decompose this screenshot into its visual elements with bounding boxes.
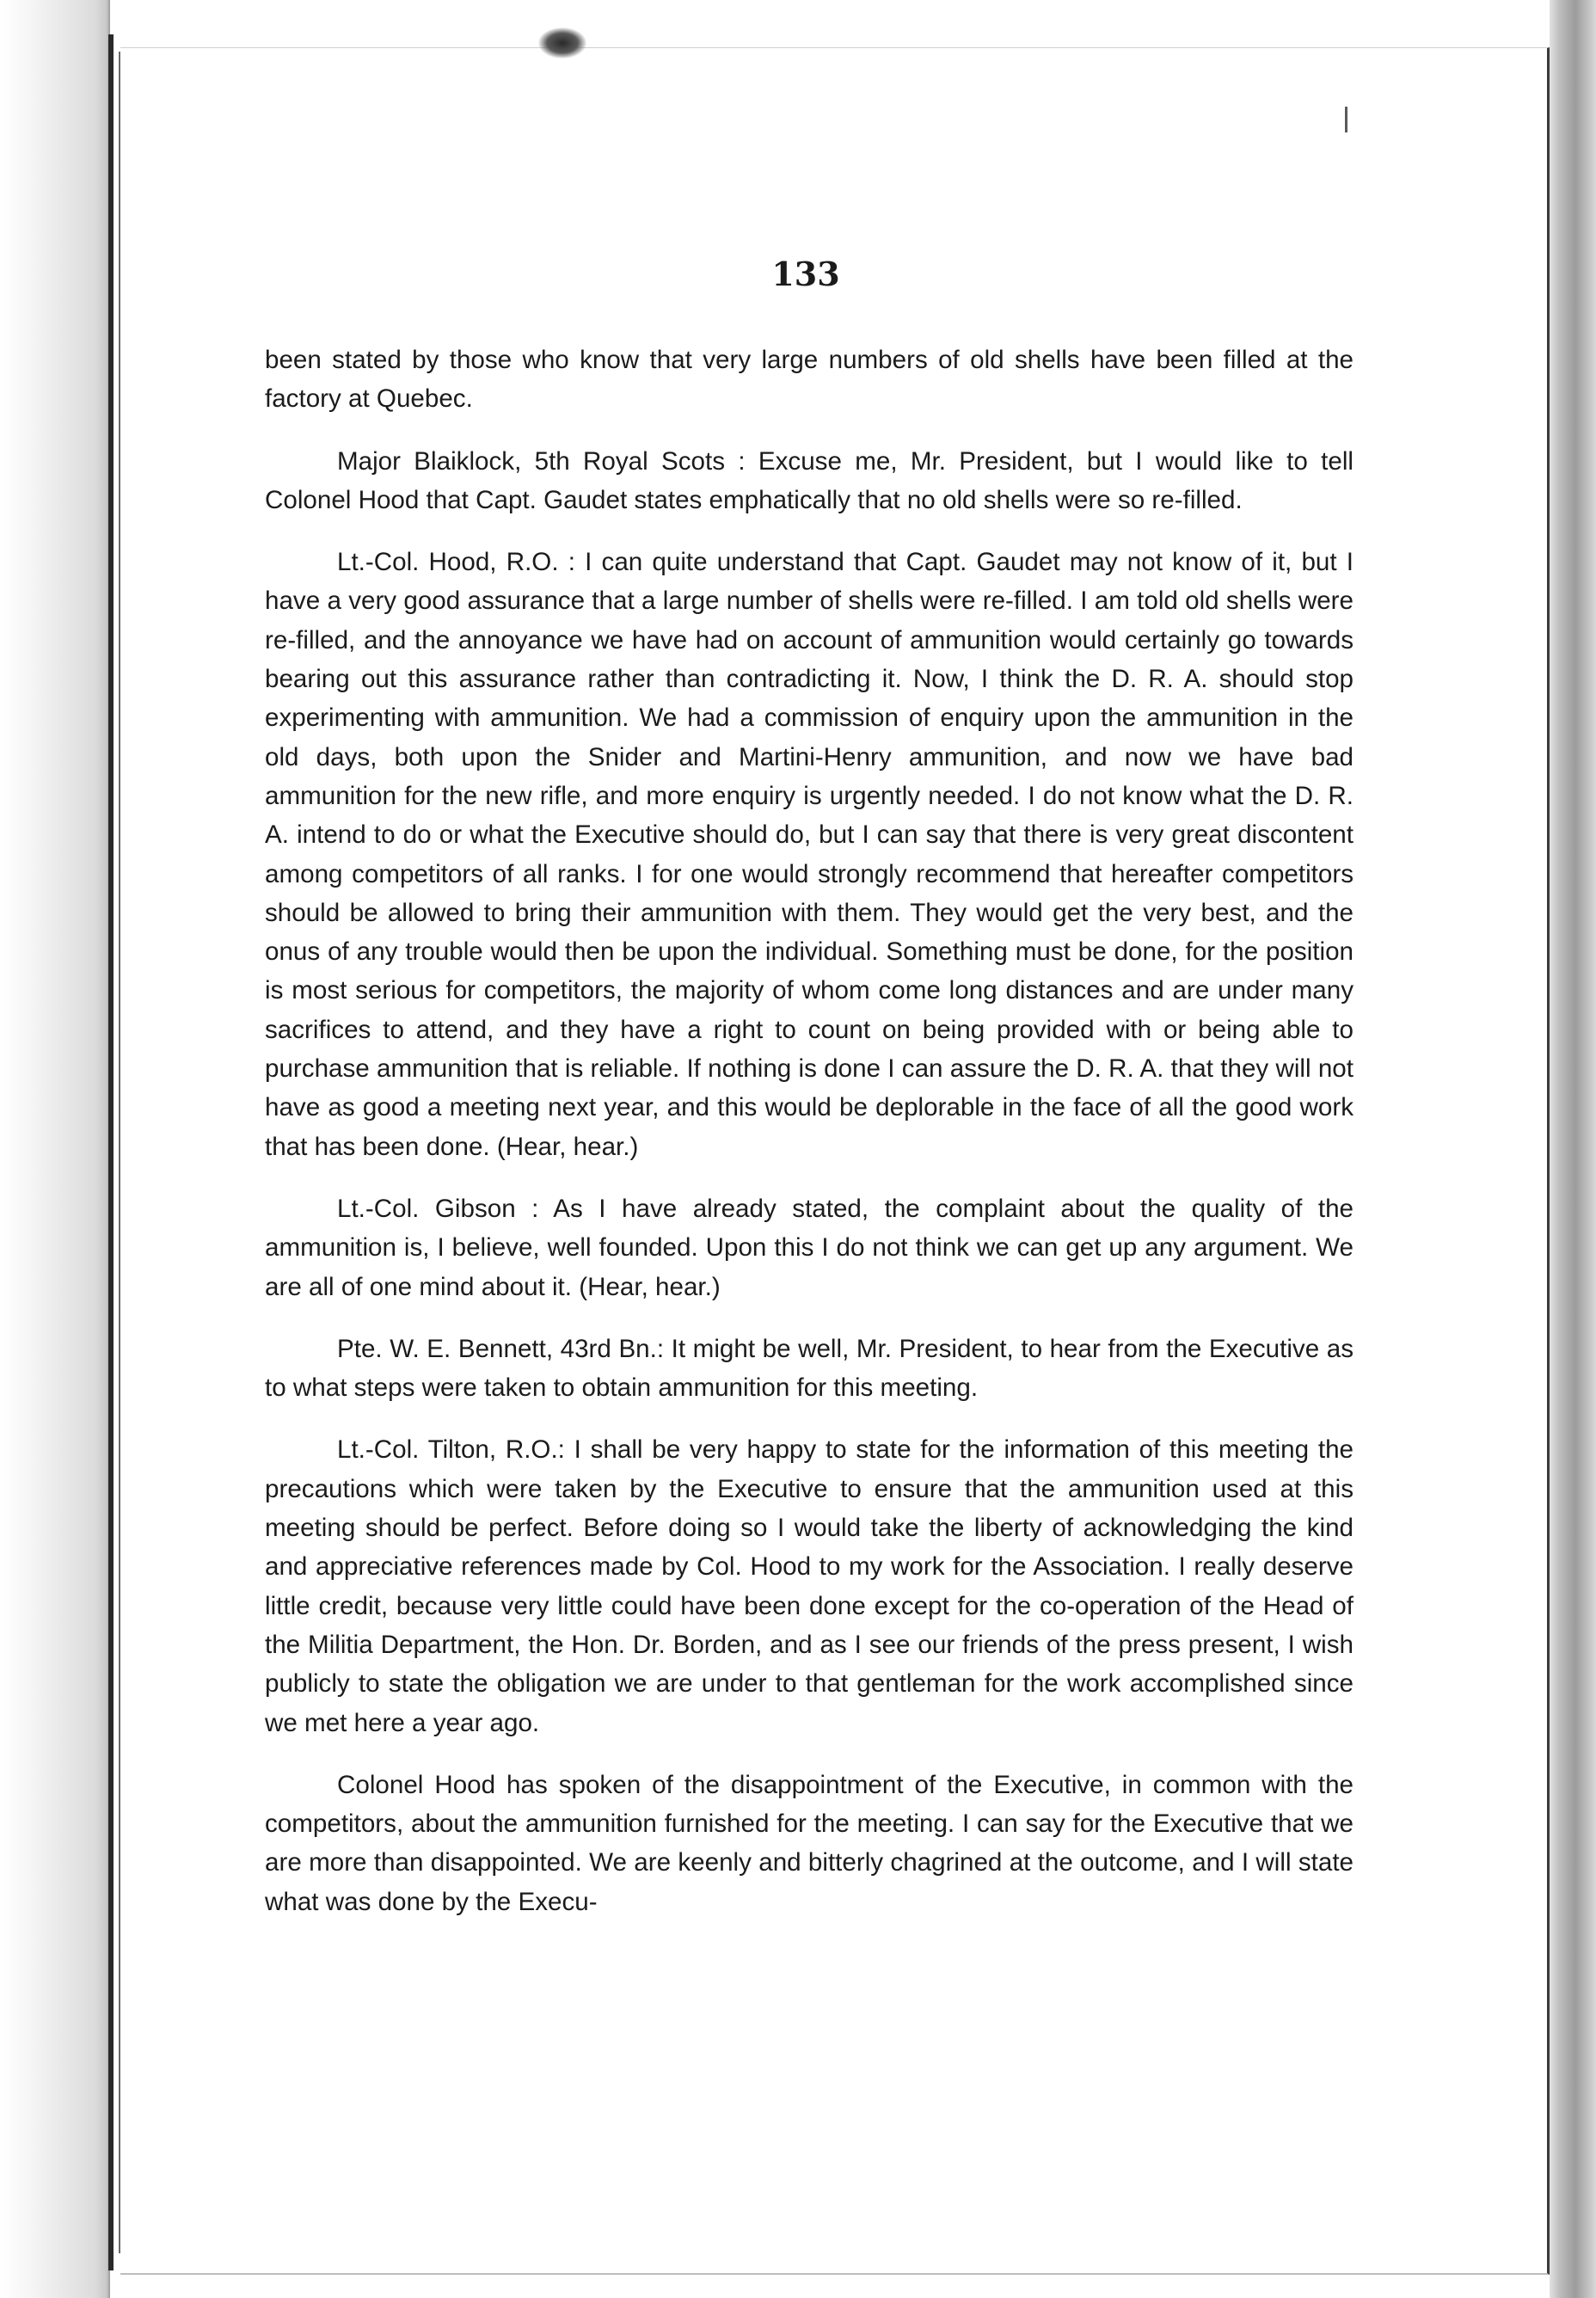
ink-blot-mark <box>538 28 586 58</box>
paragraph-text: It might be well, Mr. President, to hear from the Executive as to what steps were taken to obtain ammunition for this meeting. <box>265 1334 1354 1403</box>
speaker-name: Lt.-Col. Gibson : <box>337 1194 554 1223</box>
paragraph-blaiklock <box>265 442 1354 520</box>
paragraph-text: As I have already stated, the complaint about the quality of the ammunition is, I believe, well founded. Upon this I do not think we can get up any argument. We are all of one mind about it. (Hear, hear.) <box>265 1194 1354 1301</box>
body-text <box>265 341 1354 1945</box>
speaker-name: Major Blaiklock, 5th Royal Scots : <box>337 446 758 476</box>
paragraph-bennett <box>265 1330 1354 1408</box>
page-number: 133 <box>771 255 840 293</box>
speaker-name: Lt.-Col. Hood, R.O. : <box>337 548 586 577</box>
paragraph-gibson <box>265 1189 1354 1306</box>
paragraph-text: Colonel Hood has spoken of the disappointment of the Executive, in common with the competitors, about the ammunition furnished for the meeting. I can say for the Executive that we are more than disappointed. We are keenly and bitterly chagrined at the outcome, and I will state what was done by the Execu- <box>265 1770 1354 1916</box>
speaker-name: Pte. W. E. Bennett, 43rd Bn.: <box>337 1334 672 1363</box>
speaker-name: Lt.-Col. Tilton, R.O.: <box>337 1435 574 1465</box>
book-spine-edge <box>108 34 114 2270</box>
paragraph-tilton-continued <box>265 1766 1354 1921</box>
paragraph-text: I shall be very happy to state for the information of this meeting the precautions which were taken by the Executive to ensure that the ammunition used at this meeting should be perfect. Before doing so I would take the liberty of acknowledging the kind and appreciative references made by Col. Hood to my work for the Association. I really deserve little credit, because very little could have been done except for the co-operation of the Head of the Militia Department, the Hon. Dr. Borden, and as I see our friends of the press present, I wish publicly to state the obligation we are under to that gentleman for the work accomplished since we met here a year ago. <box>265 1435 1354 1737</box>
paragraph-tilton <box>265 1430 1354 1742</box>
margin-mark <box>1345 107 1347 132</box>
paragraph-continuation <box>265 341 1354 419</box>
paragraph-hood <box>265 543 1354 1166</box>
paragraph-text: Excuse me, Mr. President, but I would like to tell Colonel Hood that Capt. Gaudet states emphatically that no old shells were so re-filled. <box>265 446 1354 514</box>
scan-right-edge <box>1550 0 1596 2298</box>
scan-left-margin <box>0 0 110 2298</box>
paragraph-text: been stated by those who know that very large numbers of old shells have been filled at the factory at Quebec. <box>265 346 1354 414</box>
paragraph-text: I can quite understand that Capt. Gaudet may not know of it, but I have a very good assurance that a large number of shells were re-filled. I am told old shells were re-filled, and the annoyance we have had on account of ammunition would certainly go towards bearing out this assurance rather than contradicting it. Now, I think the D. R. A. should stop experimenting with ammunition. We had a commission of enquiry upon the ammunition in the old days, both upon the Snider and Martini-Henry ammunition, and now we have bad ammunition for the new rifle, and more enquiry is urgently needed. I do not know what the D. R. A. intend to do or what the Executive should do, but I can say that there is very great discontent among competitors of all ranks. I for one would strongly recommend that hereafter competitors should be allowed to bring their ammunition with them. They would get the very best, and the onus of any trouble would then be upon the individual. Something must be done, for the position is most serious for competitors, the majority of whom come long distances and are under many sacrifices to attend, and they have a right to count on being provided with or being able to purchase ammunition that is reliable. If nothing is done I can assure the D. R. A. that they will not have as good a meeting next year, and this would be deplorable in the face of all the good work that has been done. (Hear, hear.) <box>265 548 1354 1161</box>
